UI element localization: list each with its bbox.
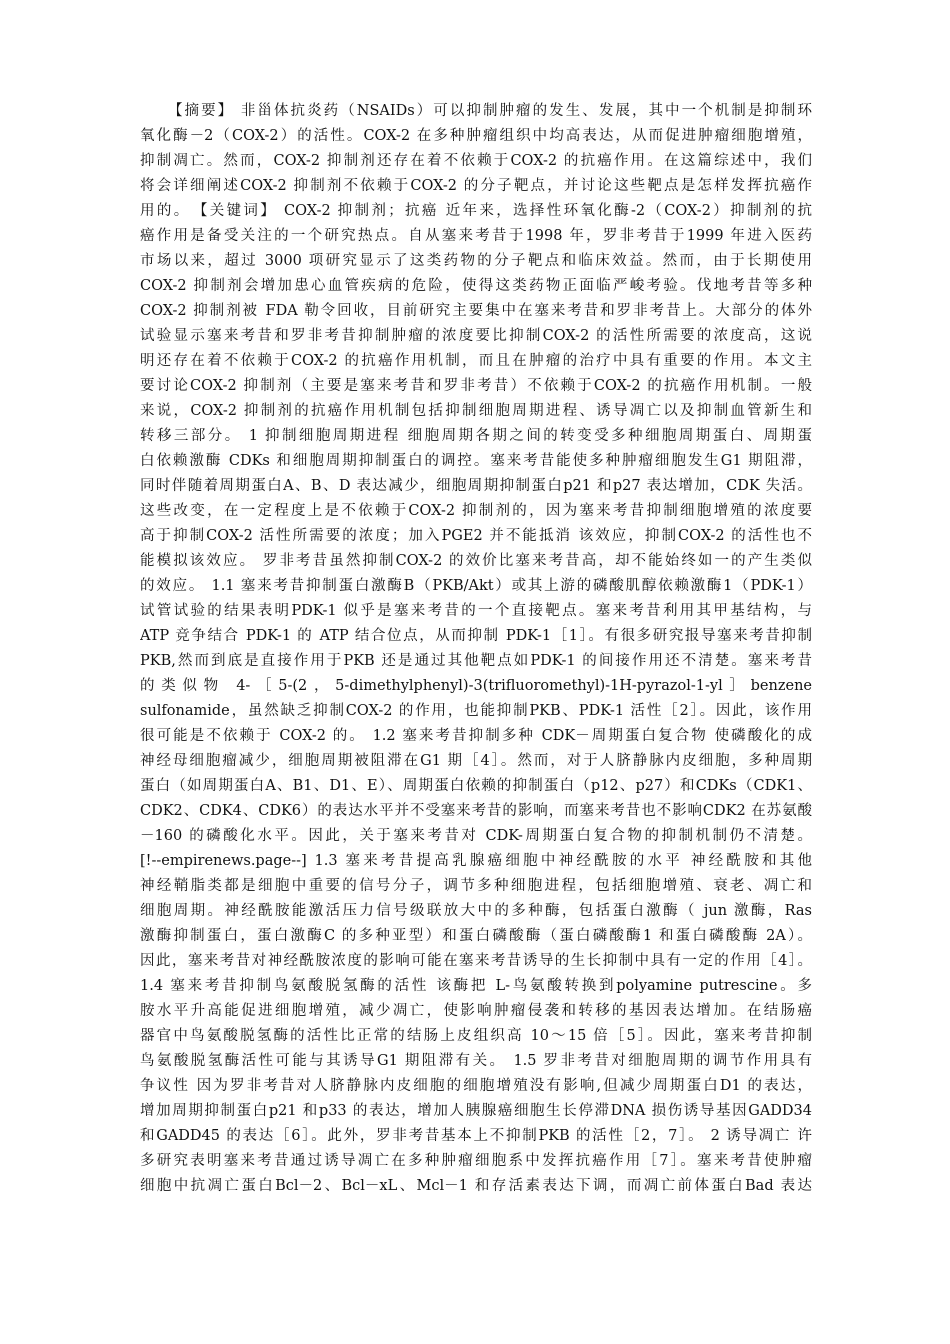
text-line: 来说，COX-2 抑制剂的抗癌作用机制包括抑制细胞周期进程、诱导凋亡以及抑制血管新生和 [140,403,812,419]
text-line: 细胞中抗凋亡蛋白Bcl－2、Bcl－xL、Mcl－1 和存活素表达下调，而凋亡前体蛋白Bad 表达 [140,1178,812,1194]
text-line: 很可能是不依赖于 COX-2 的。 1.2 塞来考昔抑制多种 CDK－周期蛋白复合物 使磷酸化的成 [140,728,812,744]
text-line: ATP 竞争结合 PDK-1 的 ATP 结合位点，从而抑制 PDK-1［1］。有很多研究报导塞来考昔抑制 [140,628,812,644]
text-line: 要讨论COX-2 抑制剂（主要是塞来考昔和罗非考昔）不依赖于COX-2 的抗癌作用机制。一般 [140,378,812,394]
text-line: 1.4 塞来考昔抑制鸟氨酸脱氢酶的活性 该酶把 L-鸟氨酸转换到polyamine putrescine。多 [140,978,812,994]
text-line: COX-2 抑制剂被 FDA 勒令回收，目前研究主要集中在塞来考昔和罗非考昔上。大部分的体外 [140,303,812,319]
text-line: 市场以来，超过 3000 项研究显示了这类药物的分子靶点和临床效益。然而，由于长期使用 [140,253,812,269]
text-line: 将会详细阐述COX-2 抑制剂不依赖于COX-2 的分子靶点，并讨论这些靶点是怎样发挥抗癌作 [140,178,812,194]
text-line: 明还存在着不依赖于COX-2 的抗癌作用机制，而且在肿瘤的治疗中具有重要的作用。本文主 [140,353,812,369]
text-line: 争议性 因为罗非考昔对人脐静脉内皮细胞的细胞增殖没有影响,但减少周期蛋白D1 的表达， [140,1078,812,1094]
text-line: 白依赖激酶 CDKs 和细胞周期抑制蛋白的调控。塞来考昔能使多种肿瘤细胞发生G1 期阻滞， [140,453,812,469]
text-line: [!--empirenews.page--] 1.3 塞来考昔提高乳腺癌细胞中神经酰胺的水平 神经酰胺和其他 [140,853,812,869]
text-line: 这些改变，在一定程度上是不依赖于COX-2 抑制剂的，因为塞来考昔抑制细胞增殖的浓度要 [140,503,812,519]
text-line: 细胞周期。神经酰胺能激活压力信号级联放大中的多种酶，包括蛋白激酶（ jun 激酶，Ras [140,903,812,919]
text-line: 鸟氨酸脱氢酶活性可能与其诱导G1 期阻滞有关。 1.5 罗非考昔对细胞周期的调节作用具有 [140,1053,812,1069]
text-line: 器官中鸟氨酸脱氢酶的活性比正常的结肠上皮组织高 10～15 倍［5］。因此，塞来考昔抑制 [140,1028,812,1044]
text-line: 同时伴随着周期蛋白A、B、D 表达减少，细胞周期抑制蛋白p21 和p27 表达增加，CDK 失活。 [140,478,812,494]
text-line: 的效应。 1.1 塞来考昔抑制蛋白激酶B（PKB/Akt）或其上游的磷酸肌醇依赖激酶1（PDK-1） [140,578,812,594]
text-line: COX-2 抑制剂会增加患心血管疾病的危险，使得这类药物正面临严峻考验。伐地考昔等多种 [140,278,812,294]
text-line: 和GADD45 的表达［6］。此外，罗非考昔基本上不抑制PKB 的活性［2，7］。 2 诱导凋亡 许 [140,1128,812,1144]
text-line: 的类似物 4-［5-(2，5-dimethylphenyl)-3(trifluoromethyl)-1H-pyrazol-1-yl］benzene [140,678,812,694]
text-line: 癌作用是备受关注的一个研究热点。自从塞来考昔于1998 年，罗非考昔于1999 年进入医药 [140,228,812,244]
text-line: 神经母细胞瘤减少，细胞周期被阻滞在G1 期［4］。然而，对于人脐静脉内皮细胞，多种周期 [140,753,812,769]
text-line: 用的。 【关键词】 COX-2 抑制剂；抗癌 近年来，选择性环氧化酶-2（COX-2）抑制剂的抗 [140,203,812,219]
text-line: 试验显示塞来考昔和罗非考昔抑制肿瘤的浓度要比抑制COX-2 的活性所需要的浓度高，这说 [140,328,812,344]
text-line: 蛋白（如周期蛋白A、B1、D1、E）、周期蛋白依赖的抑制蛋白（p12、p27）和CDKs（CDK1、 [140,778,812,794]
text-line: 试管试验的结果表明PDK-1 似乎是塞来考昔的一个直接靶点。塞来考昔利用其甲基结构，与 [140,603,812,619]
text-line: 氧化酶－2（COX-2）的活性。COX-2 在多种肿瘤组织中均高表达，从而促进肿瘤细胞增殖， [140,128,812,144]
text-line: sulfonamide，虽然缺乏抑制COX-2 的作用，也能抑制PKB、PDK-1 活性［2］。因此，该作用 [140,703,812,719]
text-line: 能模拟该效应。 罗非考昔虽然抑制COX-2 的效价比塞来考昔高，却不能始终如一的产生类似 [140,553,812,569]
text-line: －160 的磷酸化水平。因此，关于塞来考昔对 CDK-周期蛋白复合物的抑制机制仍不清楚。 [140,828,812,844]
text-line: 多研究表明塞来考昔通过诱导凋亡在多种肿瘤细胞系中发挥抗癌作用［7］。塞来考昔使肿瘤 [140,1153,812,1169]
text-line: 抑制凋亡。然而，COX-2 抑制剂还存在着不依赖于COX-2 的抗癌作用。在这篇综述中，我们 [140,153,812,169]
text-line: 高于抑制COX-2 活性所需要的浓度；加入PGE2 并不能抵消 该效应，抑制COX-2 的活性也不 [140,528,812,544]
article-body [140,99,812,1199]
text-line: 胺水平升高能促进细胞增殖，减少凋亡，使影响肿瘤侵袭和转移的基因表达增加。在结肠癌 [140,1003,812,1019]
text-line: 转移三部分。 1 抑制细胞周期进程 细胞周期各期之间的转变受多种细胞周期蛋白、周期蛋 [140,428,812,444]
text-line: 增加周期抑制蛋白p21 和p33 的表达，增加人胰腺癌细胞生长停滞DNA 损伤诱导基因GADD34 [140,1103,812,1119]
text-line: 激酶抑制蛋白，蛋白激酶C 的多种亚型）和蛋白磷酸酶（蛋白磷酸酶1 和蛋白磷酸酶 2A）。 [140,928,812,944]
text-line: 【摘要】 非甾体抗炎药（NSAIDs）可以抑制肿瘤的发生、发展，其中一个机制是抑制环 [168,103,812,119]
text-line: 因此，塞来考昔对神经酰胺浓度的影响可能在塞来考昔诱导的生长抑制中具有一定的作用［4］。 [140,953,812,969]
text-line: 神经鞘脂类都是细胞中重要的信号分子，调节多种细胞进程，包括细胞增殖、衰老、凋亡和 [140,878,812,894]
text-line: CDK2、CDK4、CDK6）的表达水平并不受塞来考昔的影响，而塞来考昔也不影响CDK2 在苏氨酸 [140,803,812,819]
text-line: PKB,然而到底是直接作用于PKB 还是通过其他靶点如PDK-1 的间接作用还不清楚。塞来考昔 [140,653,812,669]
